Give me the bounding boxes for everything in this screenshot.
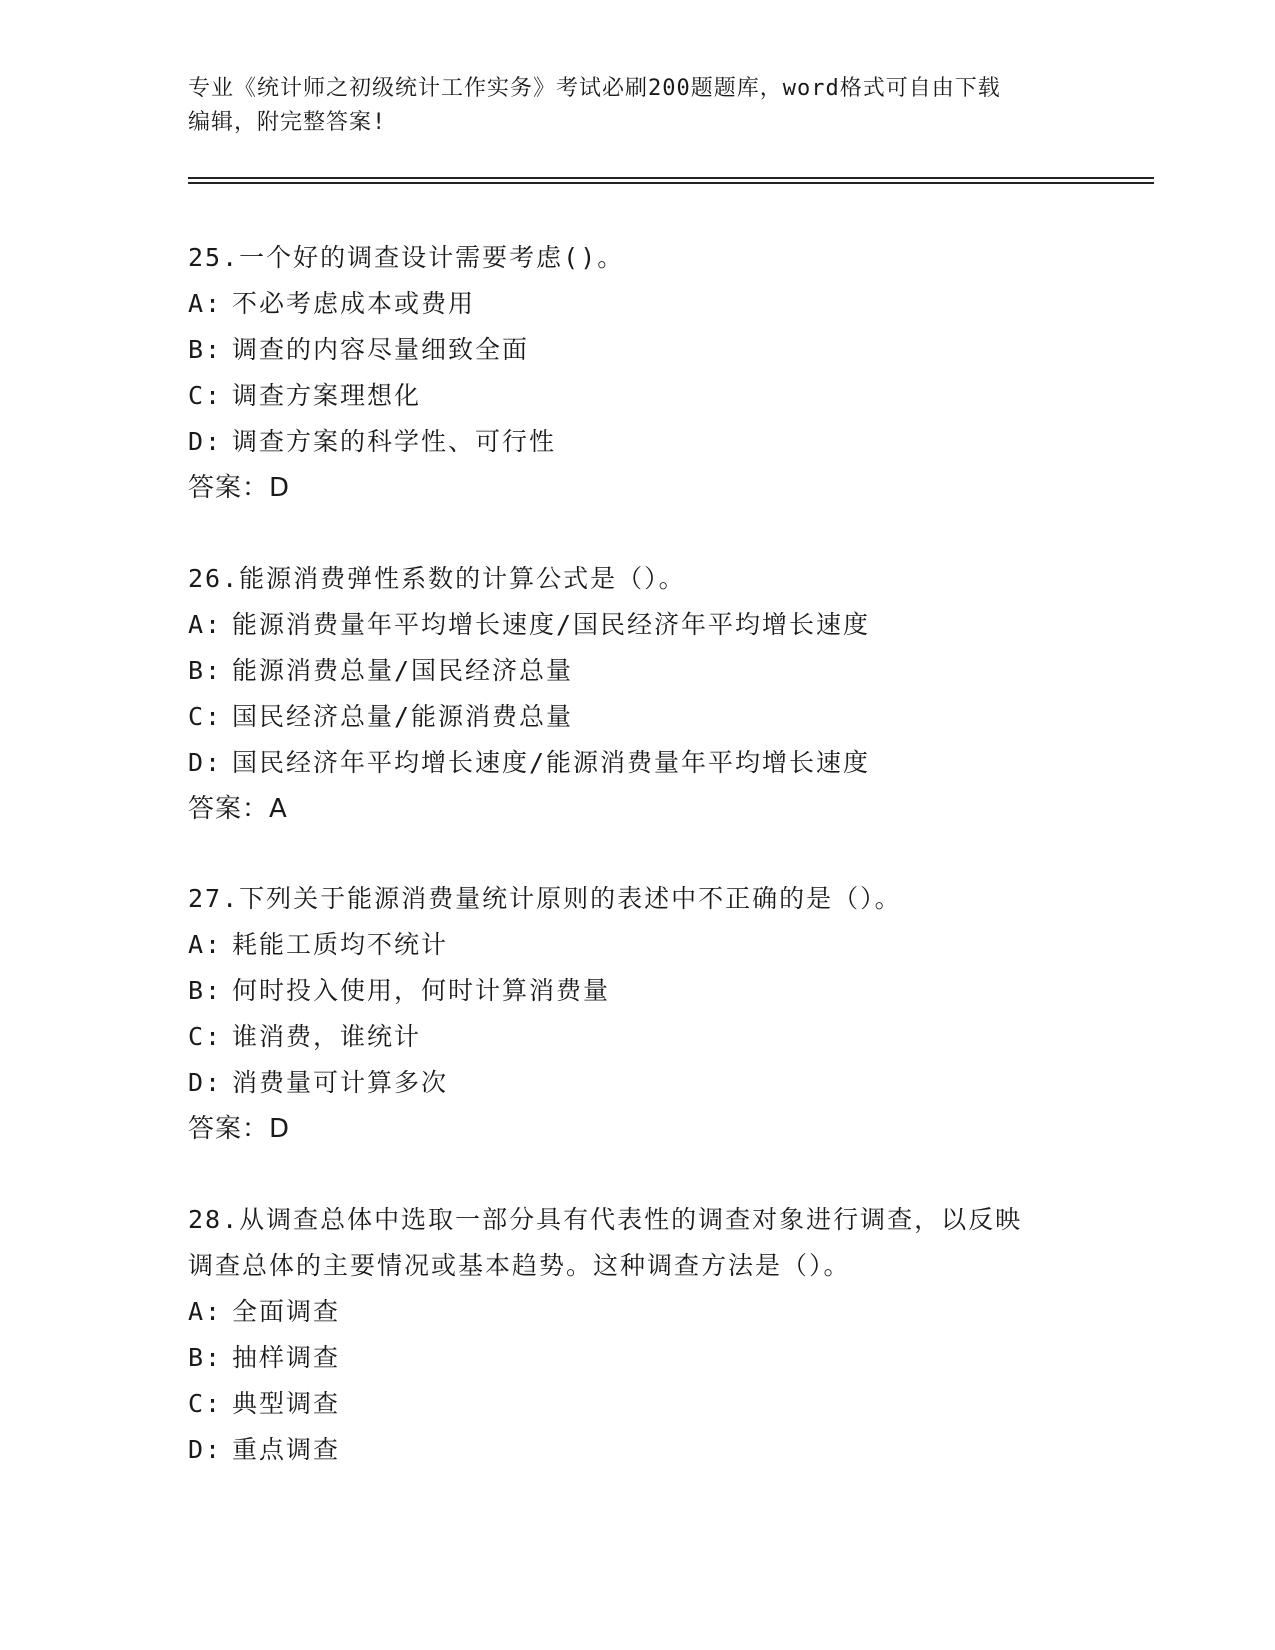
- option-letter: C:: [188, 381, 223, 410]
- option-b: [188, 327, 1088, 373]
- option-d: [188, 740, 1088, 786]
- answer-line: 答案：D: [188, 1114, 291, 1144]
- answer-line: 答案：D: [188, 473, 291, 503]
- document-header: [188, 72, 1088, 140]
- option-text: 不必考虑成本或费用: [232, 289, 476, 318]
- option-letter: B:: [188, 335, 223, 364]
- option-c: [188, 694, 1088, 740]
- question-27: [188, 876, 1088, 1152]
- option-text: 何时投入使用，何时计算消费量: [232, 976, 611, 1005]
- option-letter: D:: [188, 1068, 223, 1097]
- question-stem: 27.下列关于能源消费量统计原则的表述中不正确的是（）。: [188, 884, 902, 913]
- option-c: [188, 1014, 1088, 1060]
- option-letter: A:: [188, 1297, 223, 1326]
- option-letter: B:: [188, 656, 223, 685]
- option-a: [188, 281, 1088, 327]
- option-text: 抽样调查: [232, 1343, 341, 1372]
- option-text: 能源消费量年平均增长速度/国民经济年平均增长速度: [232, 610, 871, 639]
- question-stem: 25.一个好的调查设计需要考虑()。: [188, 243, 625, 272]
- option-text: 调查的内容尽量细致全面: [232, 335, 530, 364]
- option-letter: B:: [188, 976, 223, 1005]
- option-letter: A:: [188, 289, 223, 318]
- option-d: [188, 1427, 1088, 1473]
- option-letter: C:: [188, 1389, 223, 1418]
- option-letter: B:: [188, 1343, 223, 1372]
- option-text: 调查方案的科学性、可行性: [232, 427, 557, 456]
- option-text: 能源消费总量/国民经济总量: [232, 656, 574, 685]
- option-letter: D:: [188, 427, 223, 456]
- question-25: [188, 235, 1088, 511]
- question-stem: 26.能源消费弹性系数的计算公式是（）。: [188, 564, 686, 593]
- option-a: [188, 922, 1088, 968]
- option-a: [188, 1289, 1088, 1335]
- option-d: [188, 1060, 1088, 1106]
- option-a: [188, 602, 1088, 648]
- header-divider-top: [188, 177, 1154, 179]
- option-text: 耗能工质均不统计: [232, 930, 449, 959]
- option-b: [188, 1335, 1088, 1381]
- question-26: [188, 556, 1088, 832]
- option-text: 国民经济年平均增长速度/能源消费量年平均增长速度: [232, 748, 871, 777]
- option-letter: D:: [188, 1435, 223, 1464]
- option-text: 消费量可计算多次: [232, 1068, 449, 1097]
- option-text: 国民经济总量/能源消费总量: [232, 702, 574, 731]
- header-divider-bottom: [188, 182, 1154, 184]
- option-letter: A:: [188, 930, 223, 959]
- header-line-2: 编辑，附完整答案!: [188, 110, 387, 135]
- question-stem-line-2: 调查总体的主要情况或基本趋势。这种调查方法是（）。: [188, 1251, 851, 1280]
- header-line-1: 专业《统计师之初级统计工作实务》考试必刷200题题库，word格式可自由下载: [188, 76, 1001, 101]
- option-text: 谁消费，谁统计: [232, 1022, 422, 1051]
- question-stem-line-1: 28.从调查总体中选取一部分具有代表性的调查对象进行调查，以反映: [188, 1205, 1023, 1234]
- option-text: 全面调查: [232, 1297, 341, 1326]
- answer-line: 答案：A: [188, 794, 288, 824]
- option-b: [188, 968, 1088, 1014]
- option-letter: D:: [188, 748, 223, 777]
- question-28: [188, 1197, 1088, 1473]
- option-c: [188, 373, 1088, 419]
- option-letter: C:: [188, 1022, 223, 1051]
- option-c: [188, 1381, 1088, 1427]
- option-text: 调查方案理想化: [232, 381, 422, 410]
- option-b: [188, 648, 1088, 694]
- option-letter: C:: [188, 702, 223, 731]
- option-letter: A:: [188, 610, 223, 639]
- option-d: [188, 419, 1088, 465]
- option-text: 重点调查: [232, 1435, 341, 1464]
- option-text: 典型调查: [232, 1389, 341, 1418]
